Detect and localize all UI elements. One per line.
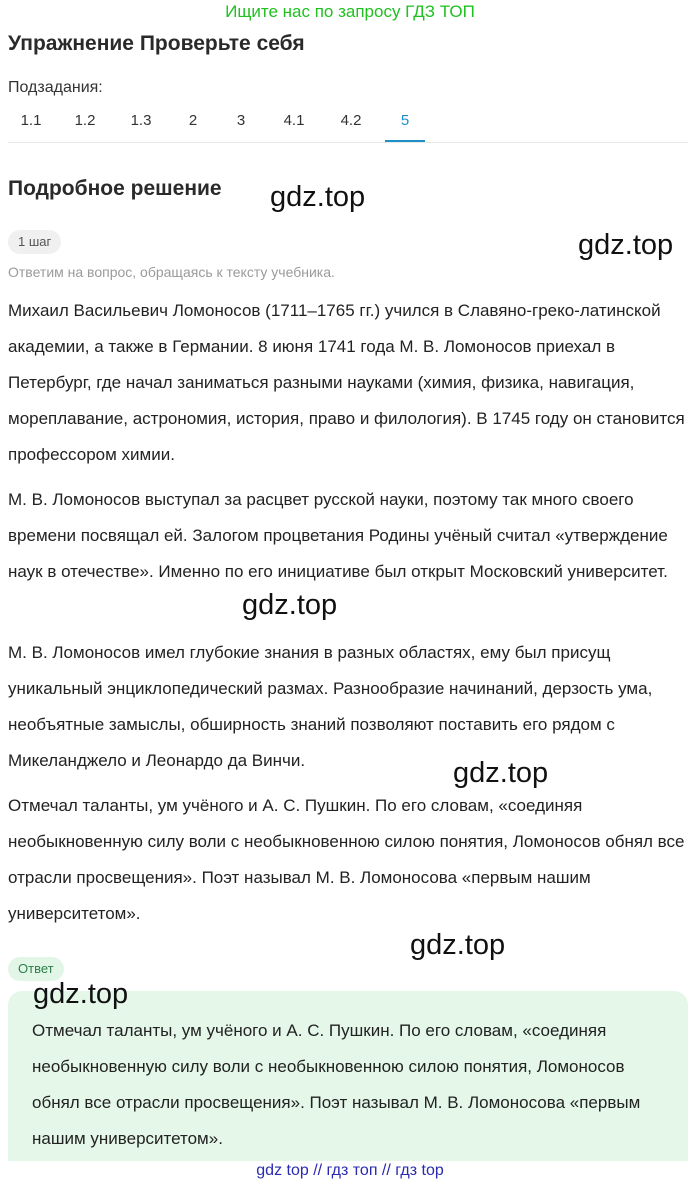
subtask-tabs [0,110,700,142]
tab-4-1[interactable]: 4.1 [283,112,305,129]
solution-hint: Ответим на вопрос, обращаясь к тексту учебника. [8,264,335,280]
answer-badge: Ответ [8,957,64,981]
tab-3[interactable]: 3 [236,112,246,129]
step-badge: 1 шаг [8,230,61,254]
watermark: gdz.top [242,589,338,621]
solution-title: Подробное решение [8,177,222,200]
watermark: gdz.top [453,757,549,789]
footer-links[interactable]: gdz top // гдз топ // гдз top [256,1162,444,1179]
tab-1-3[interactable]: 1.3 [130,112,152,129]
answer-box [8,991,688,1161]
subtasks-label: Подзадания: [8,79,103,96]
watermark: gdz.top [410,929,506,961]
answer-text: Отмечал таланты, ум учёного и А. С. Пушкин. По его словам, «соединяя необыкновенную силу воли с необыкновенною силою понятия, Ломоносов обнял все отрасли просвещения». Поэт называл М. В. Ломоносова «первым нашим университетом». [32,1021,641,1148]
tab-2[interactable]: 2 [188,112,198,129]
tabs-divider [8,142,688,143]
solution-paragraph: М. В. Ломоносов имел глубокие знания в разных областях, ему был присущ уникальный энциклопедический размах. Разнообразие начинаний, дерзость ума, необъятные замыслы, обширность знаний позволяют поставить его рядом с Микеланджело и Леонардо да Винчи. [8,643,653,770]
watermark: gdz.top [578,229,674,261]
tab-1-2[interactable]: 1.2 [74,112,96,129]
watermark: gdz.top [270,181,366,213]
tab-4-2[interactable]: 4.2 [340,112,362,129]
solution-paragraph: Отмечал таланты, ум учёного и А. С. Пушкин. По его словам, «соединяя необыкновенную силу воли с необыкновенною силою понятия, Ломоносов обнял все отрасли просвещения». Поэт называл М. В. Ломоносова «первым нашим университетом». [8,796,685,923]
tab-1-1[interactable]: 1.1 [20,112,42,129]
exercise-title: Упражнение Проверьте себя [8,32,305,55]
watermark: gdz.top [33,978,129,1010]
solution-paragraph: Михаил Васильевич Ломоносов (1711–1765 гг.) учился в Славяно-греко-латинской академии, а также в Германии. 8 июня 1741 года М. В. Ломоносов приехал в Петербург, где начал заниматься разными науками (химия, физика, навигация, мореплавание, астрономия, история, право и филология). В 1745 году он становится профессором химии. [8,301,685,464]
top-banner[interactable]: Ищите нас по запросу ГДЗ ТОП [225,2,475,21]
solution-paragraph: М. В. Ломоносов выступал за расцвет русской науки, поэтому так много своего времени посвящал ей. Залогом процветания Родины учёный считал «утверждение наук в отечестве». Именно по его инициативе был открыт Московский университет. [8,490,668,581]
tab-5[interactable]: 5 [385,110,425,142]
